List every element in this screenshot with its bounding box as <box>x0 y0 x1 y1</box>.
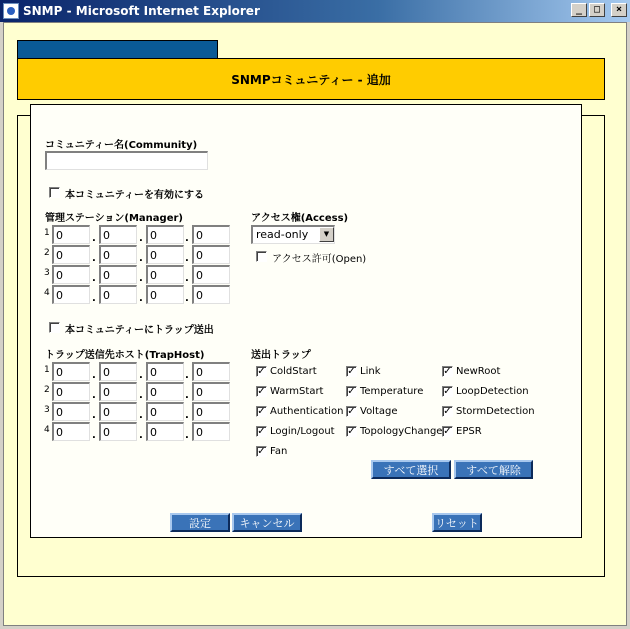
trap-checkbox[interactable]: ✓ <box>257 406 266 417</box>
enable-trap-checkbox[interactable] <box>49 322 60 333</box>
traphost-ip-octet-input[interactable] <box>52 362 90 381</box>
manager-ip-octet-input[interactable] <box>52 285 90 304</box>
traphost-ip-octet-input[interactable] <box>192 422 230 441</box>
ip-separator: . <box>92 370 96 381</box>
ip-separator: . <box>185 410 189 421</box>
enable-community-checkbox[interactable] <box>49 187 60 198</box>
manager-ip-octet-input[interactable] <box>99 245 137 264</box>
trap-checkbox[interactable]: ✓ <box>347 426 356 437</box>
manager-label: 管理ステーション(Manager) <box>45 213 183 224</box>
traphost-ip-octet-input[interactable] <box>99 362 137 381</box>
trap-checkbox[interactable]: ✓ <box>443 426 452 437</box>
traphost-ip-octet-input[interactable] <box>52 402 90 421</box>
manager-ip-octet-input[interactable] <box>146 265 184 284</box>
trap-label: Authentication <box>270 406 344 417</box>
traphost-ip-octet-input[interactable] <box>146 422 184 441</box>
manager-ip-octet-input[interactable] <box>52 265 90 284</box>
ip-separator: . <box>92 390 96 401</box>
trap-checkbox[interactable]: ✓ <box>257 386 266 397</box>
trap-checkbox[interactable]: ✓ <box>257 446 266 457</box>
traphost-ip-octet-input[interactable] <box>52 422 90 441</box>
trap-label: Voltage <box>360 406 398 417</box>
ip-separator: . <box>139 253 143 264</box>
ip-separator: . <box>139 430 143 441</box>
access-open-checkbox[interactable] <box>256 251 267 262</box>
traphost-ip-octet-input[interactable] <box>192 382 230 401</box>
ip-separator: . <box>185 390 189 401</box>
page-title: SNMPコミュニティー - 追加 <box>231 72 391 87</box>
page-header <box>17 58 605 100</box>
trap-label: Link <box>360 366 381 377</box>
trap-checkbox[interactable]: ✓ <box>257 366 266 377</box>
ip-separator: . <box>92 273 96 284</box>
select-all-button[interactable]: すべて選択 <box>371 460 451 479</box>
ip-separator: . <box>92 430 96 441</box>
ip-separator: . <box>139 370 143 381</box>
manager-ip-octet-input[interactable] <box>99 225 137 244</box>
ip-separator: . <box>185 293 189 304</box>
manager-ip-row-number: 3 <box>44 268 50 278</box>
deselect-all-button[interactable]: すべて解除 <box>454 460 533 479</box>
manager-ip-octet-input[interactable] <box>192 245 230 264</box>
traphost-ip-octet-input[interactable] <box>192 362 230 381</box>
traphost-ip-octet-input[interactable] <box>99 402 137 421</box>
community-label: コミュニティー名(Community) <box>45 140 198 151</box>
manager-ip-octet-input[interactable] <box>192 225 230 244</box>
trap-label: Temperature <box>360 386 424 397</box>
manager-ip-octet-input[interactable] <box>99 285 137 304</box>
manager-ip-octet-input[interactable] <box>52 225 90 244</box>
save-button[interactable]: 設定 <box>170 513 230 532</box>
community-input[interactable] <box>45 151 208 170</box>
ip-separator: . <box>185 430 189 441</box>
traphost-ip-octet-input[interactable] <box>99 382 137 401</box>
enable-trap-label: 本コミュニティーにトラップ送出 <box>65 325 214 336</box>
ip-separator: . <box>139 273 143 284</box>
trap-label: StormDetection <box>456 406 535 417</box>
traphost-ip-row-number: 2 <box>44 385 50 395</box>
access-select[interactable] <box>251 225 335 244</box>
trap-label: NewRoot <box>456 366 501 377</box>
traphost-ip-row-number: 3 <box>44 405 50 415</box>
trap-label: LoopDetection <box>456 386 529 397</box>
window-titlebar <box>0 0 630 22</box>
manager-ip-row-number: 4 <box>44 288 50 298</box>
manager-ip-octet-input[interactable] <box>192 265 230 284</box>
trap-label: Login/Logout <box>270 426 335 437</box>
manager-ip-octet-input[interactable] <box>52 245 90 264</box>
ip-separator: . <box>139 293 143 304</box>
page-tab <box>17 40 218 59</box>
minimize-button[interactable]: _ <box>571 3 587 17</box>
manager-ip-octet-input[interactable] <box>146 225 184 244</box>
window-controls <box>571 3 627 17</box>
traps-label: 送出トラップ <box>251 350 311 361</box>
chevron-down-icon[interactable]: ▼ <box>319 227 334 242</box>
ip-separator: . <box>139 390 143 401</box>
traphost-label: トラップ送信先ホスト(TrapHost) <box>45 350 205 361</box>
trap-label: WarmStart <box>270 386 324 397</box>
window-title: SNMP - Microsoft Internet Explorer <box>23 4 260 18</box>
access-label: アクセス権(Access) <box>251 213 349 224</box>
traphost-ip-octet-input[interactable] <box>146 362 184 381</box>
trap-label: TopologyChange <box>360 426 443 437</box>
ip-separator: . <box>92 410 96 421</box>
reset-button[interactable]: リセット <box>432 513 482 532</box>
traphost-ip-octet-input[interactable] <box>146 382 184 401</box>
ip-separator: . <box>139 233 143 244</box>
trap-checkbox[interactable]: ✓ <box>347 366 356 377</box>
ip-separator: . <box>185 273 189 284</box>
ip-separator: . <box>185 253 189 264</box>
trap-label: Fan <box>270 446 288 457</box>
trap-checkbox[interactable]: ✓ <box>443 386 452 397</box>
trap-checkbox[interactable]: ✓ <box>443 366 452 377</box>
manager-ip-octet-input[interactable] <box>146 285 184 304</box>
trap-checkbox[interactable]: ✓ <box>347 386 356 397</box>
traphost-ip-row-number: 1 <box>44 365 50 375</box>
ip-separator: . <box>139 410 143 421</box>
ip-separator: . <box>92 253 96 264</box>
cancel-button[interactable]: キャンセル <box>232 513 302 532</box>
traphost-ip-octet-input[interactable] <box>146 402 184 421</box>
traphost-ip-octet-input[interactable] <box>192 402 230 421</box>
manager-ip-octet-input[interactable] <box>192 285 230 304</box>
maximize-button[interactable]: □ <box>589 3 605 17</box>
manager-ip-row-number: 2 <box>44 248 50 258</box>
manager-ip-octet-input[interactable] <box>146 245 184 264</box>
ip-separator: . <box>92 293 96 304</box>
ip-separator: . <box>92 233 96 244</box>
traphost-ip-octet-input[interactable] <box>99 422 137 441</box>
access-open-label: アクセス許可(Open) <box>272 254 367 265</box>
access-selected-value: read-only <box>256 228 309 241</box>
trap-checkbox[interactable]: ✓ <box>257 426 266 437</box>
trap-label: EPSR <box>456 426 482 437</box>
ip-separator: . <box>185 233 189 244</box>
internet-explorer-icon <box>3 3 19 19</box>
manager-ip-octet-input[interactable] <box>99 265 137 284</box>
traphost-ip-octet-input[interactable] <box>52 382 90 401</box>
trap-checkbox[interactable]: ✓ <box>443 406 452 417</box>
manager-ip-row-number: 1 <box>44 228 50 238</box>
trap-checkbox[interactable]: ✓ <box>347 406 356 417</box>
enable-community-label: 本コミュニティーを有効にする <box>65 190 204 201</box>
ip-separator: . <box>185 370 189 381</box>
trap-label: ColdStart <box>270 366 317 377</box>
traphost-ip-row-number: 4 <box>44 425 50 435</box>
close-button[interactable]: × <box>611 3 627 17</box>
